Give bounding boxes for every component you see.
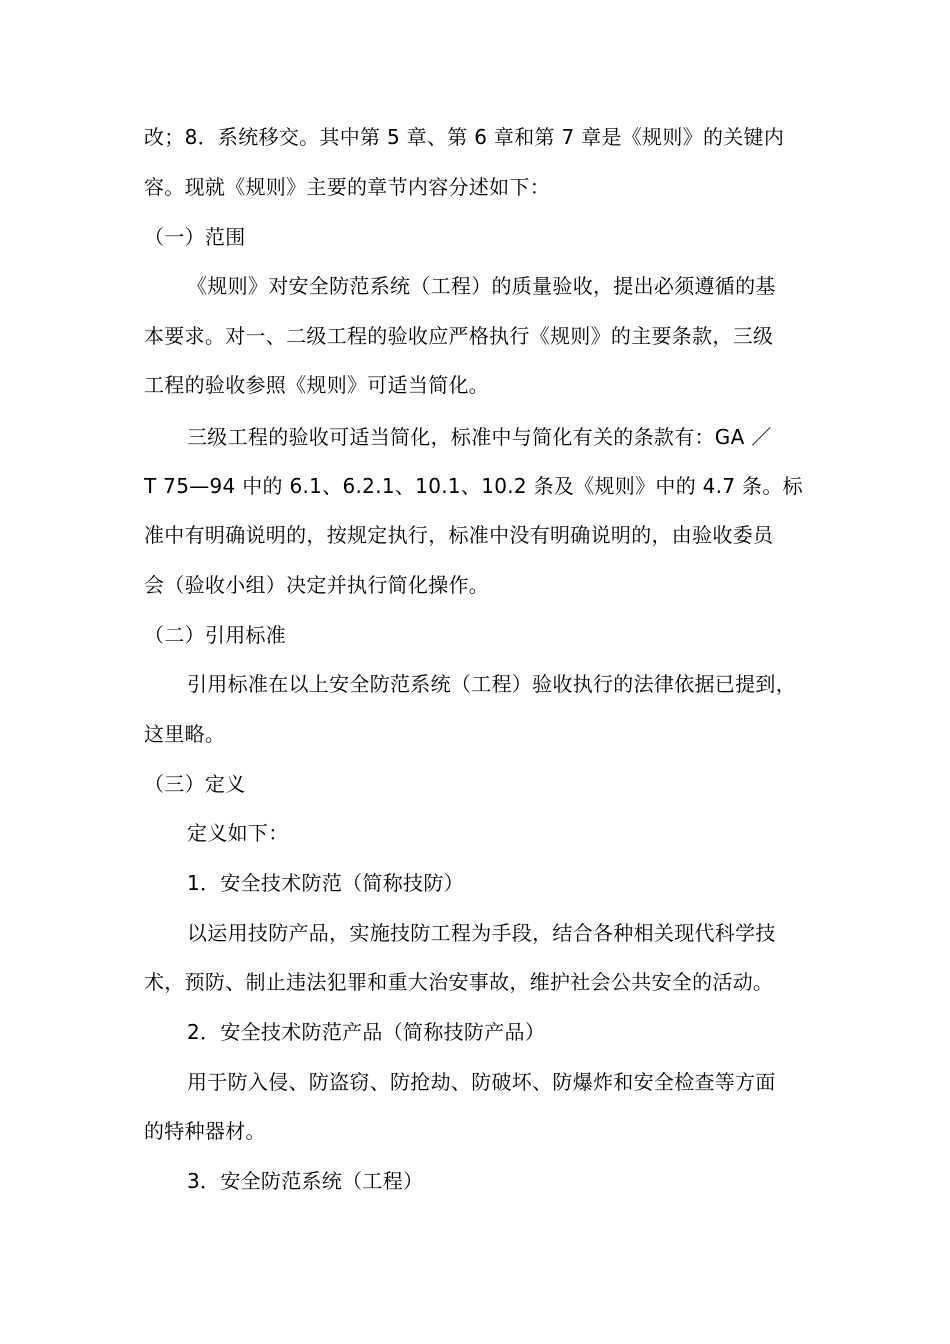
paragraph-line: 这里略。 bbox=[144, 722, 226, 746]
paragraph-line: 改；8．系统移交。其中第 5 章、第 6 章和第 7 章是《规则》的关键内 bbox=[144, 125, 785, 149]
definition-item-2-title: 2．安全技术防范产品（简称技防产品） bbox=[187, 1020, 546, 1044]
paragraph-line: 《规则》对安全防范系统（工程）的质量验收，提出必须遵循的基 bbox=[187, 274, 776, 298]
paragraph-line: 术，预防、制止违法犯罪和重大治安事故，维护社会公共安全的活动。 bbox=[144, 970, 774, 994]
paragraph-line: 容。现就《规则》主要的章节内容分述如下： bbox=[144, 175, 550, 199]
section-heading-scope: （一）范围 bbox=[144, 225, 246, 249]
paragraph-line: 本要求。对一、二级工程的验收应严格执行《规则》的主要条款，三级 bbox=[144, 324, 774, 348]
paragraph-line: 以运用技防产品，实施技防工程为手段，结合各种相关现代科学技 bbox=[187, 921, 776, 945]
paragraph-line: 的特种器材。 bbox=[144, 1119, 266, 1143]
paragraph-line: 定义如下： bbox=[187, 821, 289, 845]
definition-item-1-title: 1．安全技术防范（简称技防） bbox=[187, 871, 464, 895]
definition-item-3-title: 3．安全防范系统（工程） bbox=[187, 1169, 424, 1193]
paragraph-line: 三级工程的验收可适当简化，标准中与简化有关的条款有：GA ／ bbox=[187, 425, 772, 449]
paragraph-line: 引用标准在以上安全防范系统（工程）验收执行的法律依据已提到， bbox=[187, 672, 796, 696]
paragraph-line: 用于防入侵、防盗窃、防抢劫、防破坏、防爆炸和安全检查等方面 bbox=[187, 1070, 776, 1094]
section-heading-definitions: （三）定义 bbox=[144, 772, 246, 796]
section-heading-references: （二）引用标准 bbox=[144, 623, 287, 647]
paragraph-line: 工程的验收参照《规则》可适当简化。 bbox=[144, 373, 490, 397]
paragraph-line: 准中有明确说明的，按规定执行，标准中没有明确说明的，由验收委员 bbox=[144, 523, 774, 547]
paragraph-line: 会（验收小组）决定并执行简化操作。 bbox=[144, 573, 490, 597]
paragraph-line: T 75—94 中的 6.1、6.2.1、10.1、10.2 条及《规则》中的 4.7 条。标 bbox=[144, 474, 803, 498]
